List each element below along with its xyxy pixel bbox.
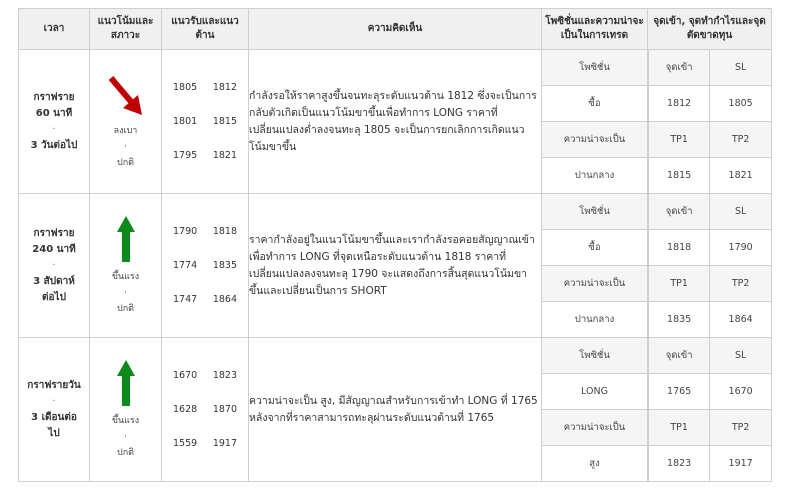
support-level: 1790 bbox=[173, 226, 198, 237]
level-pair bbox=[162, 139, 248, 173]
timeframe-cell bbox=[19, 338, 90, 482]
timeframe-label: กราฟราย bbox=[33, 227, 75, 239]
resistance-level: 1917 bbox=[212, 438, 237, 449]
support-level: 1801 bbox=[173, 116, 198, 127]
level-pair bbox=[162, 359, 248, 393]
trend-strength: ขึ้นแรง bbox=[111, 415, 140, 426]
timeframe-horizon-cont: ไป bbox=[48, 427, 60, 439]
probability-label: ความน่าจะเป็น bbox=[542, 122, 647, 158]
tp2-label: TP2 bbox=[710, 410, 771, 446]
header-row bbox=[19, 9, 772, 50]
arrow-up-icon bbox=[116, 359, 136, 407]
tp1-label: TP1 bbox=[649, 266, 710, 302]
level-pair bbox=[162, 393, 248, 427]
sl-label: SL bbox=[710, 50, 771, 86]
resistance-level: 1815 bbox=[212, 116, 237, 127]
header-trend: แนวโน้มและสภาวะ bbox=[90, 9, 162, 50]
header-entry: จุดเข้า, จุดทำกำไรและจุดตัดขาดทุน bbox=[648, 9, 772, 50]
table-row bbox=[19, 194, 772, 338]
sl-value: 1790 bbox=[710, 230, 771, 266]
levels-cell bbox=[162, 194, 249, 338]
trend-separator: · bbox=[124, 141, 127, 152]
entry-grid bbox=[648, 50, 771, 193]
sl-label: SL bbox=[710, 194, 771, 230]
tp1-value: 1835 bbox=[649, 302, 710, 338]
timeframe-horizon: 3 สัปดาห์ bbox=[33, 275, 75, 287]
position-value: LONG bbox=[542, 374, 647, 410]
level-pair bbox=[162, 215, 248, 249]
trend-cell bbox=[90, 338, 162, 482]
position-list bbox=[542, 50, 647, 193]
arrow-down-icon bbox=[106, 73, 146, 117]
entry-label: จุดเข้า bbox=[649, 194, 710, 230]
tp1-label: TP1 bbox=[649, 410, 710, 446]
sl-label: SL bbox=[710, 338, 771, 374]
probability-value: สูง bbox=[589, 458, 600, 469]
entry-cell bbox=[648, 194, 772, 338]
entry-label: จุดเข้า bbox=[649, 338, 710, 374]
position-value: ซื้อ bbox=[542, 230, 647, 266]
level-pair bbox=[162, 427, 248, 461]
position-label: โพซิชั่น bbox=[542, 50, 647, 86]
entry-grid bbox=[648, 338, 771, 481]
tp2-value: 1864 bbox=[728, 314, 753, 325]
support-level: 1747 bbox=[173, 294, 198, 305]
timeframe-cell bbox=[19, 194, 90, 338]
support-level: 1774 bbox=[173, 260, 198, 271]
support-level: 1559 bbox=[173, 438, 198, 449]
timeframe-period: 60 นาที bbox=[35, 107, 73, 119]
entry-label: จุดเข้า bbox=[649, 50, 710, 86]
entry-value: 1812 bbox=[649, 86, 710, 122]
support-level: 1628 bbox=[173, 404, 198, 415]
levels-cell bbox=[162, 338, 249, 482]
trend-cell bbox=[90, 50, 162, 194]
probability-label: ความน่าจะเป็น bbox=[542, 266, 647, 302]
resistance-level: 1823 bbox=[212, 370, 237, 381]
position-value: ซื้อ bbox=[542, 86, 647, 122]
probability-value: ปานกลาง bbox=[574, 170, 615, 181]
resistance-level: 1818 bbox=[212, 226, 237, 237]
trend-state: ปกติ bbox=[116, 157, 134, 168]
timeframe-separator: · bbox=[52, 259, 56, 271]
support-level: 1805 bbox=[173, 82, 198, 93]
comment-cell: กำลังรอให้ราคาสูงขึ้นจนทะลุระดับแนวต้าน 1812 ซึ่งจะเป็นการกลับตัวเกิดเป็นแนวโน้มขาขึ้นเพื่อทำการ LONG ราคาที่เปลี่ยนแปลงต่ำลงจนทะลุ 1805 จะเป็นการยกเลิกการเกิดแนวโน้มขาขึ้น bbox=[249, 50, 542, 194]
probability-label: ความน่าจะเป็น bbox=[542, 410, 647, 446]
table-row bbox=[19, 50, 772, 194]
arrow-up-icon bbox=[116, 215, 136, 263]
timeframe-label: กราฟรายวัน bbox=[27, 379, 81, 391]
tp2-label: TP2 bbox=[710, 266, 771, 302]
comment-cell: ราคากำลังอยู่ในแนวโน้มขาขึ้นและเรากำลังรอคอยสัญญาณเข้าเพื่อทำการ LONG ที่จุดเหนือระดับแนวต้าน 1818 ราคาที่เปลี่ยนแปลงลงจนทะลุ 1790 จะแสดงถึงการสิ้นสุดแนวโน้มขาขึ้นและเปลี่ยนเป็นการ SHORT bbox=[249, 194, 542, 338]
comment-cell: ความน่าจะเป็น สูง, มีสัญญาณสำหรับการเข้าทำ LONG ที่ 1765 หลังจากที่ราคาสามารถทะลุผ่านระดับแนวต้านที่ 1765 bbox=[249, 338, 542, 482]
position-label: โพซิชั่น bbox=[542, 338, 647, 374]
tp1-value: 1815 bbox=[649, 158, 710, 194]
forecast-table bbox=[18, 8, 772, 482]
trend-state: ปกติ bbox=[116, 303, 134, 314]
entry-value: 1765 bbox=[649, 374, 710, 410]
tp1-label: TP1 bbox=[649, 122, 710, 158]
position-label: โพซิชั่น bbox=[542, 194, 647, 230]
position-cell bbox=[542, 338, 648, 482]
tp2-value: 1821 bbox=[728, 170, 753, 181]
resistance-level: 1870 bbox=[212, 404, 237, 415]
position-list bbox=[542, 194, 647, 337]
header-time: เวลา bbox=[19, 9, 90, 50]
position-cell bbox=[542, 194, 648, 338]
table-row bbox=[19, 338, 772, 482]
position-cell bbox=[542, 50, 648, 194]
resistance-level: 1821 bbox=[212, 150, 237, 161]
sl-value: 1670 bbox=[710, 374, 771, 410]
levels-cell bbox=[162, 50, 249, 194]
timeframe-separator: · bbox=[52, 395, 56, 407]
trend-separator: · bbox=[124, 287, 127, 298]
probability-value: ปานกลาง bbox=[574, 314, 615, 325]
entry-value: 1818 bbox=[649, 230, 710, 266]
sl-value: 1805 bbox=[710, 86, 771, 122]
header-levels: แนวรับและแนวต้าน bbox=[162, 9, 249, 50]
trend-state: ปกติ bbox=[116, 447, 134, 458]
tp2-label: TP2 bbox=[710, 122, 771, 158]
timeframe-label: กราฟราย bbox=[33, 91, 75, 103]
level-pair bbox=[162, 105, 248, 139]
entry-cell bbox=[648, 338, 772, 482]
entry-cell bbox=[648, 50, 772, 194]
header-comment: ความคิดเห็น bbox=[249, 9, 542, 50]
resistance-level: 1835 bbox=[212, 260, 237, 271]
timeframe-horizon: 3 วันต่อไป bbox=[30, 139, 78, 151]
level-pair bbox=[162, 249, 248, 283]
trend-strength: ขึ้นแรง bbox=[111, 271, 140, 282]
resistance-level: 1864 bbox=[212, 294, 237, 305]
support-level: 1795 bbox=[173, 150, 198, 161]
resistance-level: 1812 bbox=[212, 82, 237, 93]
position-list bbox=[542, 338, 647, 481]
timeframe-separator: · bbox=[52, 123, 56, 135]
entry-grid bbox=[648, 194, 771, 337]
timeframe-cell bbox=[19, 50, 90, 194]
trend-cell bbox=[90, 194, 162, 338]
level-pair bbox=[162, 283, 248, 317]
trend-separator: · bbox=[124, 431, 127, 442]
level-pair bbox=[162, 71, 248, 105]
tp1-value: 1823 bbox=[649, 446, 710, 482]
support-level: 1670 bbox=[173, 370, 198, 381]
trend-strength: ลงเบา bbox=[113, 125, 138, 136]
timeframe-period: 240 นาที bbox=[32, 243, 76, 255]
timeframe-horizon-cont: ต่อไป bbox=[42, 291, 66, 303]
timeframe-horizon: 3 เดือนต่อ bbox=[31, 411, 77, 423]
header-position: โพซิชั่นและความน่าจะเป็นในการเทรด bbox=[542, 9, 648, 50]
tp2-value: 1917 bbox=[728, 458, 753, 469]
